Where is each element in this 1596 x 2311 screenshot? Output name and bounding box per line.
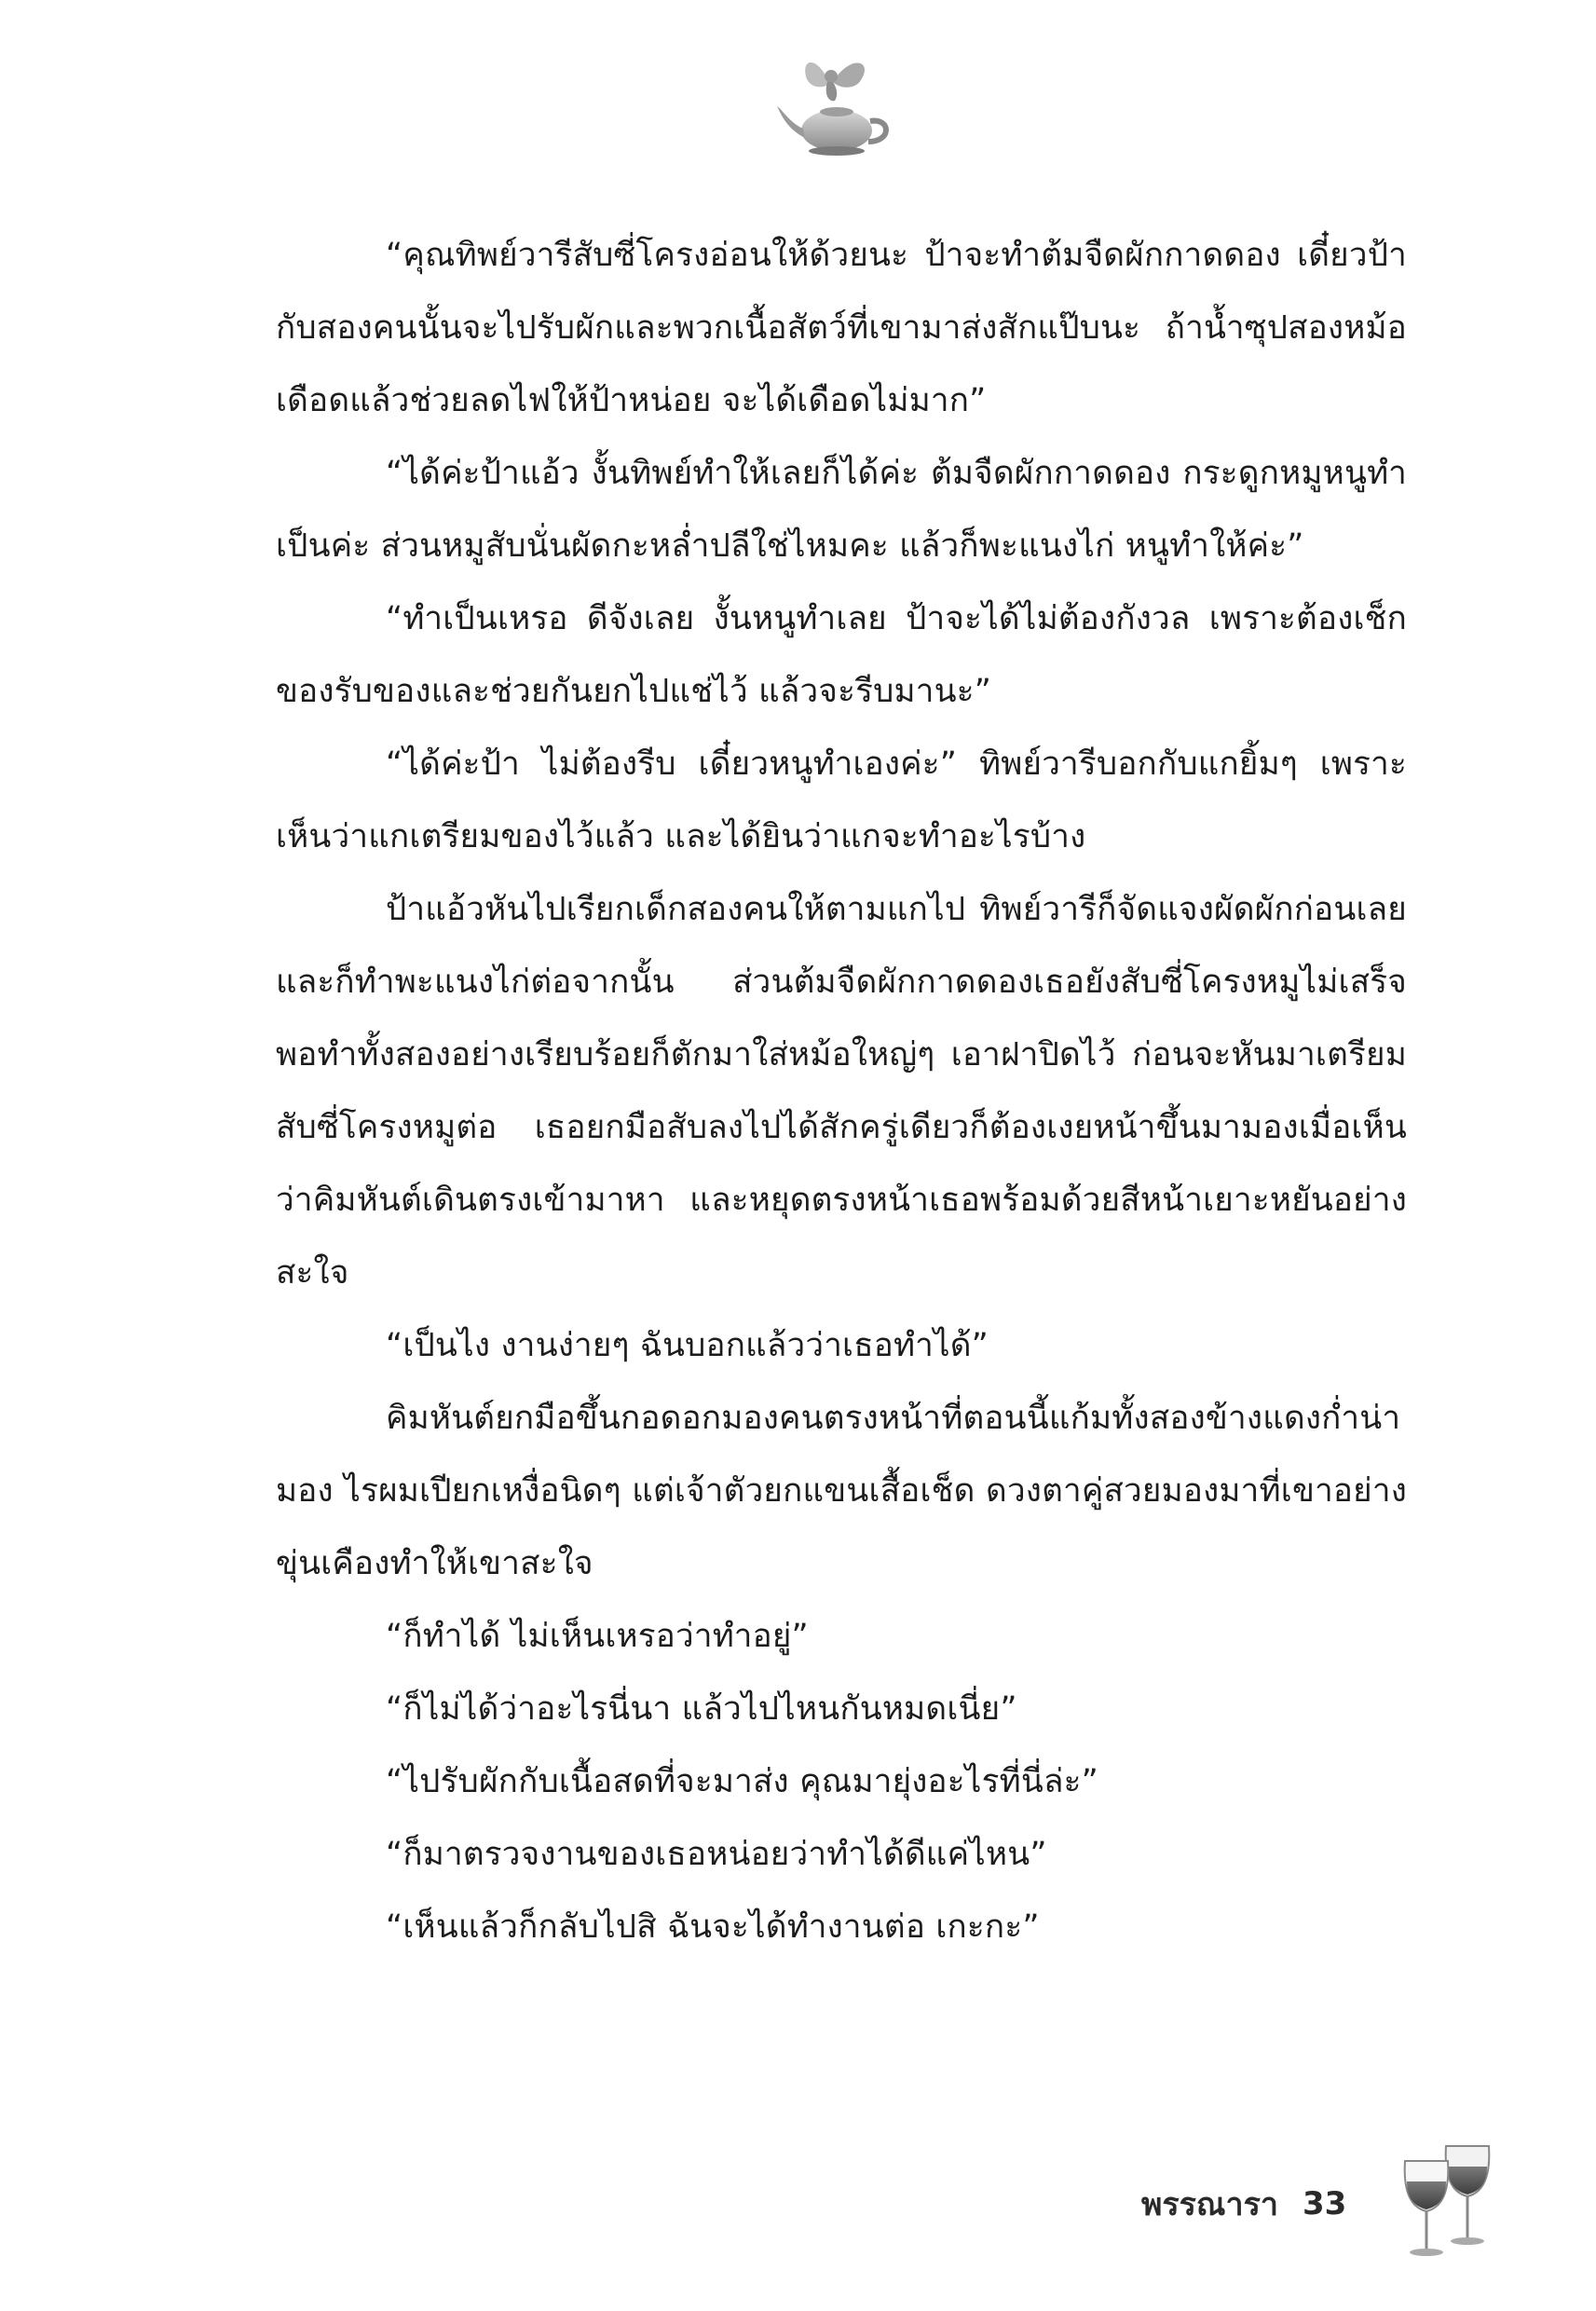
paragraph: คิมหันต์ยกมือขึ้นกอดอกมองคนตรงหน้าที่ตอนนี้แก้มทั้งสองข้างแดงก่ำน่ามอง ไรผมเปียกเหงื่อนิดๆ แต่เจ้าตัวยกแขนเสื้อเช็ด ดวงตาคู่สวยมองมาที่เขาอย่างขุ่นเคืองทำให้เขาสะใจ	[276, 1400, 1407, 1582]
paragraph: ป้าแอ้วหันไปเรียกเด็กสองคนให้ตามแกไป ทิพย์วารีก็จัดแจงผัดผักก่อนเลย และก็ทำพะแนงไก่ต่อจากนั้น ส่วนต้มจืดผักกาดดองเธอยังสับซี่โครงหมูไม่เสร็จ พอทำทั้งสองอย่างเรียบร้อยก็ตักมาใส่หม้อใหญ่ๆ เอาฝาปิดไว้ ก่อนจะหันมาเตรียมสับซี่โครงหมูต่อ เธอยกมือสับลงไปได้สักครู่เดียวก็ต้องเงยหน้าขึ้นมามองเมื่อเห็นว่าคิมหันต์เดินตรงเข้ามาหา และหยุดตรงหน้าเธอพร้อมด้วยสีหน้าเยาะหยันอย่างสะใจ	[276, 891, 1407, 1292]
paragraph: “ก็ไม่ได้ว่าอะไรนี่นา แล้วไปไหนกันหมดเนี่ย”	[386, 1690, 1017, 1728]
teapot-fairy-ornament-icon	[764, 48, 904, 160]
body-text	[276, 219, 1407, 1963]
book-title: พรรณารา	[1141, 2186, 1278, 2223]
paragraph: “ได้ค่ะป้า ไม่ต้องรีบ เดี๋ยวหนูทำเองค่ะ” ทิพย์วารีบอกกับแกยิ้มๆ เพราะเห็นว่าแกเตรียมของไว้แล้ว และได้ยินว่าแกจะทำอะไรบ้าง	[276, 745, 1407, 855]
paragraph: “คุณทิพย์วารีสับซี่โครงอ่อนให้ด้วยนะ ป้าจะทำต้มจืดผักกาดดอง เดี๋ยวป้ากับสองคนนั้นจะไปรับผักและพวกเนื้อสัตว์ที่เขามาส่งสักแป๊บนะ ถ้าน้ำซุปสองหม้อเดือดแล้วช่วยลดไฟให้ป้าหน่อย จะได้เดือดไม่มาก”	[276, 237, 1407, 419]
paragraph: “เห็นแล้วก็กลับไปสิ ฉันจะได้ทำงานต่อ เกะกะ”	[386, 1908, 1040, 1946]
paragraph: “ทำเป็นเหรอ ดีจังเลย งั้นหนูทำเลย ป้าจะได้ไม่ต้องกังวล เพราะต้องเช็กของรับของและช่วยกันยกไปแช่ไว้ แล้วจะรีบมานะ”	[276, 600, 1407, 710]
page-number: 33	[1302, 2185, 1347, 2222]
paragraph: “ไปรับผักกับเนื้อสดที่จะมาส่ง คุณมายุ่งอะไรที่นี่ล่ะ”	[386, 1763, 1098, 1800]
page-footer	[1141, 2167, 1346, 2241]
paragraph: “เป็นไง งานง่ายๆ ฉันบอกแล้วว่าเธอทำได้”	[386, 1327, 989, 1364]
wine-glasses-icon	[1398, 2139, 1500, 2260]
paragraph: “ก็มาตรวจงานของเธอหน่อยว่าทำได้ดีแค่ไหน”	[386, 1836, 1047, 1873]
paragraph: “ได้ค่ะป้าแอ้ว งั้นทิพย์ทำให้เลยก็ได้ค่ะ ต้มจืดผักกาดดอง กระดูกหมูหนูทำเป็นค่ะ ส่วนหมูสับนั่นผัดกะหล่ำปลีใช่ไหมคะ แล้วก็พะแนงไก่ หนูทำให้ค่ะ”	[276, 455, 1407, 565]
paragraph: “ก็ทำได้ ไม่เห็นเหรอว่าทำอยู่”	[386, 1618, 809, 1655]
